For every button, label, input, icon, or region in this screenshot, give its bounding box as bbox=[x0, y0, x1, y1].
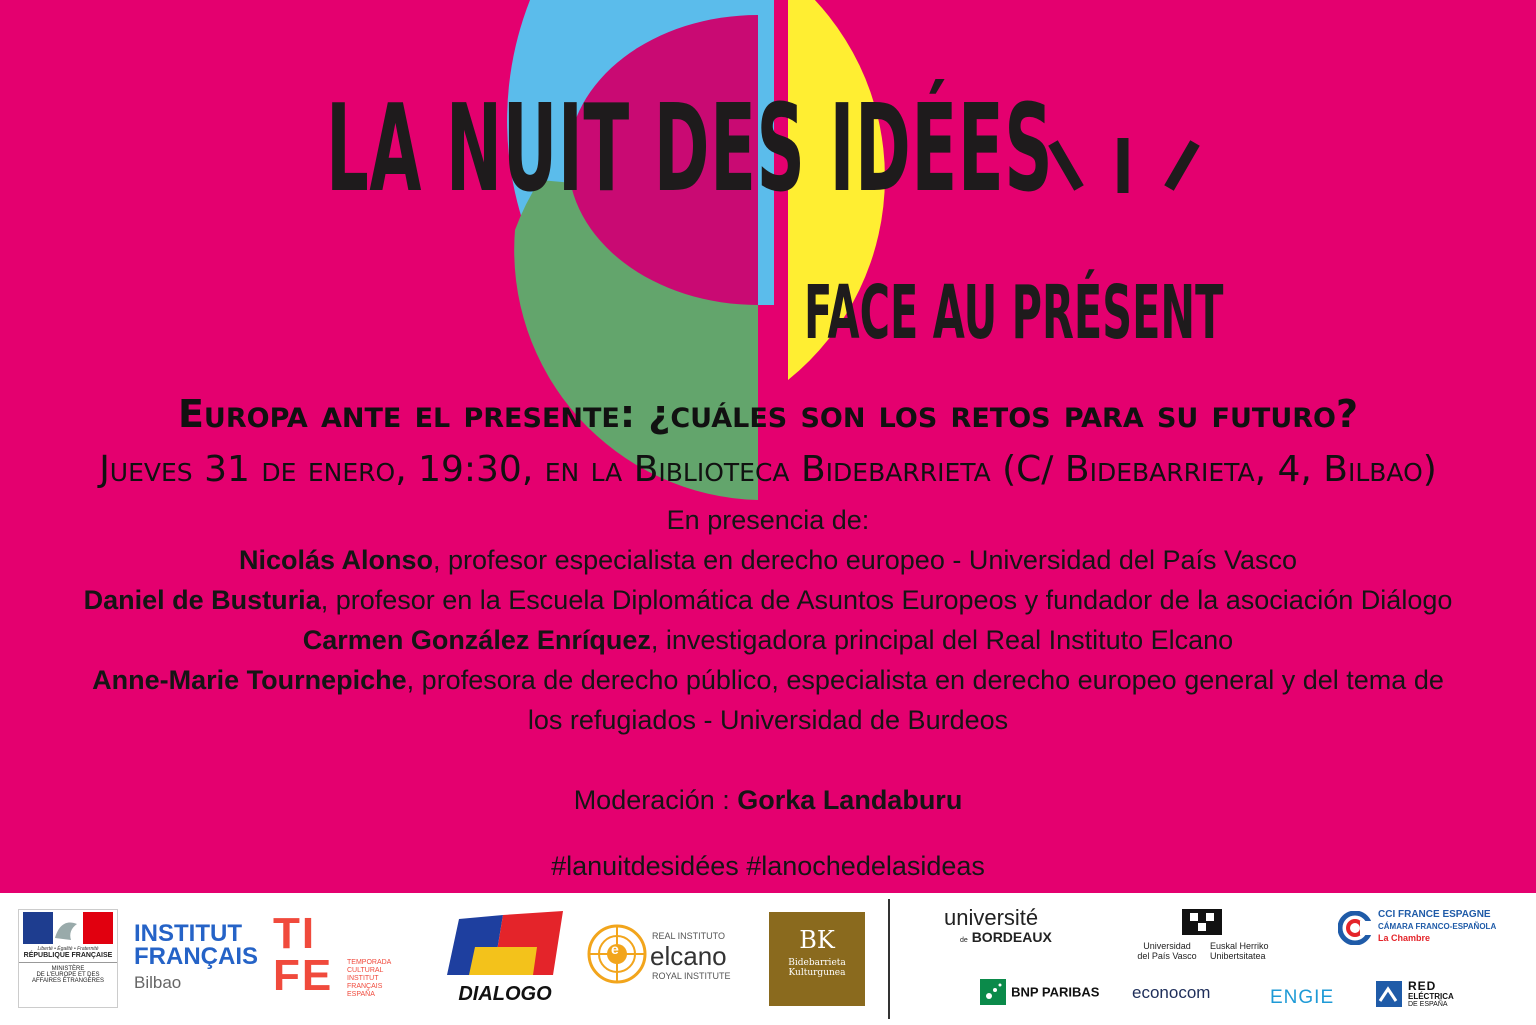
cci-line2: CÁMARA FRANCO-ESPAÑOLA bbox=[1378, 922, 1497, 931]
bordeaux-line1: université bbox=[944, 905, 1039, 930]
speaker-desc: , profesor en la Escuela Diplomática de Asuntos Europeos y fundador de la asociación Diálogo bbox=[320, 585, 1453, 615]
tife-text-3: INSTITUT bbox=[347, 975, 379, 983]
cci-mark-icon bbox=[1338, 911, 1372, 945]
subtitle: FACE AU PRÉSENT bbox=[804, 270, 1224, 356]
rays-icon bbox=[1045, 128, 1205, 198]
bordeaux-line3: BORDEAUX bbox=[971, 929, 1052, 945]
moderation bbox=[0, 786, 1536, 816]
upv-ehu-logo bbox=[1130, 905, 1280, 975]
ree-line1: RED bbox=[1408, 979, 1437, 993]
speaker-desc: , investigadora principal del Real Instituto Elcano bbox=[650, 625, 1234, 655]
institut-francais-logo bbox=[134, 920, 258, 993]
cci-line3: La Chambre bbox=[1378, 933, 1431, 943]
ministry-line1: MINISTÈRE bbox=[51, 966, 85, 972]
elcano-logo bbox=[586, 921, 746, 1001]
institut-line2: FRANÇAIS bbox=[134, 942, 258, 970]
ree-line3: DE ESPAÑA bbox=[1408, 1001, 1448, 1008]
event-date: Jueves 31 de enero, 19:30, en la Biblioteca Bidebarrieta (C/ Bidebarrieta, 4, Bilbao) bbox=[99, 449, 1437, 490]
elcano-line3: ROYAL INSTITUTE bbox=[652, 971, 731, 981]
republique-francaise-logo bbox=[18, 909, 118, 1008]
tife-text-5: ESPAÑA bbox=[347, 991, 375, 999]
partner-logos-bar bbox=[0, 893, 1536, 1025]
tife-logo bbox=[273, 909, 403, 1008]
dialogo-text: DIALOGO bbox=[458, 983, 552, 1005]
ehu-line2: Unibertsitatea bbox=[1210, 951, 1266, 962]
bk-line2: Kulturgunea bbox=[788, 968, 846, 978]
speaker-3 bbox=[0, 626, 1536, 656]
speaker-desc: , profesora de derecho público, especialista en derecho europeo general y del tema de bbox=[406, 665, 1444, 695]
presence-label: En presencia de: bbox=[666, 505, 870, 535]
bnp-paribas-logo bbox=[980, 979, 1099, 1005]
elcano-name: elcano bbox=[650, 941, 727, 971]
institut-city: Bilbao bbox=[134, 972, 182, 992]
event-title: Europa ante el presente: ¿cuáles son los retos para su futuro? bbox=[177, 392, 1359, 436]
elcano-line1: REAL INSTITUTO bbox=[652, 931, 726, 941]
ree-line2: ELÉCTRICA bbox=[1408, 992, 1454, 1001]
bordeaux-de: de bbox=[960, 937, 968, 944]
moderation-label: Moderación : bbox=[573, 785, 738, 815]
speaker-name: Anne-Marie Tournepiche bbox=[92, 665, 407, 695]
upv-line1: Universidad bbox=[1143, 941, 1191, 951]
speaker-4 bbox=[0, 666, 1536, 696]
tife-text-4: FRANÇAIS bbox=[347, 983, 383, 991]
dialogo-logo bbox=[445, 911, 565, 1005]
speaker-desc: , profesor especialista en derecho europeo - Universidad del País Vasco bbox=[433, 545, 1298, 575]
republique-motto: Liberté • Égalité • Fraternité bbox=[37, 946, 99, 952]
marianne-flag-icon bbox=[19, 910, 115, 946]
upv-emblem-icon bbox=[1182, 905, 1222, 937]
ministry-line3: AFFAIRES ÉTRANGÈRES bbox=[31, 978, 104, 984]
speaker-name: Nicolás Alonso bbox=[238, 545, 434, 575]
engie-logo: ENGIE bbox=[1270, 987, 1335, 1008]
ree-mark-icon bbox=[1376, 981, 1402, 1007]
logo-separator bbox=[888, 899, 890, 1019]
econocom-logo: econocom bbox=[1132, 983, 1211, 1002]
institut-line1: INSTITUT bbox=[134, 920, 242, 947]
bk-logo bbox=[769, 912, 865, 1006]
elcano-e-mark: e bbox=[611, 941, 619, 957]
upv-line2: del País Vasco bbox=[1137, 951, 1197, 962]
tife-text-1: TEMPORADA bbox=[347, 959, 392, 966]
bordeaux-logo bbox=[944, 907, 1084, 945]
bk-line1: Bidebarrieta bbox=[788, 958, 846, 968]
tife-text-2: CULTURAL bbox=[347, 967, 384, 975]
bk-mark: BK bbox=[799, 926, 835, 954]
ehu-line1: Euskal Herriko bbox=[1210, 941, 1269, 951]
speaker-name: Daniel de Busturia bbox=[83, 585, 321, 615]
moderator-name: Gorka Landaburu bbox=[737, 785, 963, 815]
main-title: LA NUIT DES IDÉES bbox=[326, 80, 1054, 219]
speaker-4-line-2: los refugiados - Universidad de Burdeos bbox=[527, 705, 1009, 735]
bnp-text: BNP PARIBAS bbox=[1011, 984, 1100, 1000]
speaker-2 bbox=[0, 586, 1536, 616]
dialogo-mark-icon bbox=[445, 911, 565, 979]
hashtags: #lanuitdesidées #lanochedelasideas bbox=[551, 851, 985, 881]
speaker-name: Carmen González Enríquez bbox=[302, 625, 651, 655]
ministry-line2: DE L'EUROPE ET DES bbox=[36, 972, 100, 978]
speaker-1 bbox=[0, 546, 1536, 576]
tife-mark: TIFE bbox=[273, 909, 334, 1000]
cci-line1: CCI FRANCE ESPAGNE bbox=[1378, 909, 1491, 920]
bnp-stars-icon bbox=[980, 979, 1006, 1005]
republique-name: RÉPUBLIQUE FRANÇAISE bbox=[19, 952, 117, 963]
